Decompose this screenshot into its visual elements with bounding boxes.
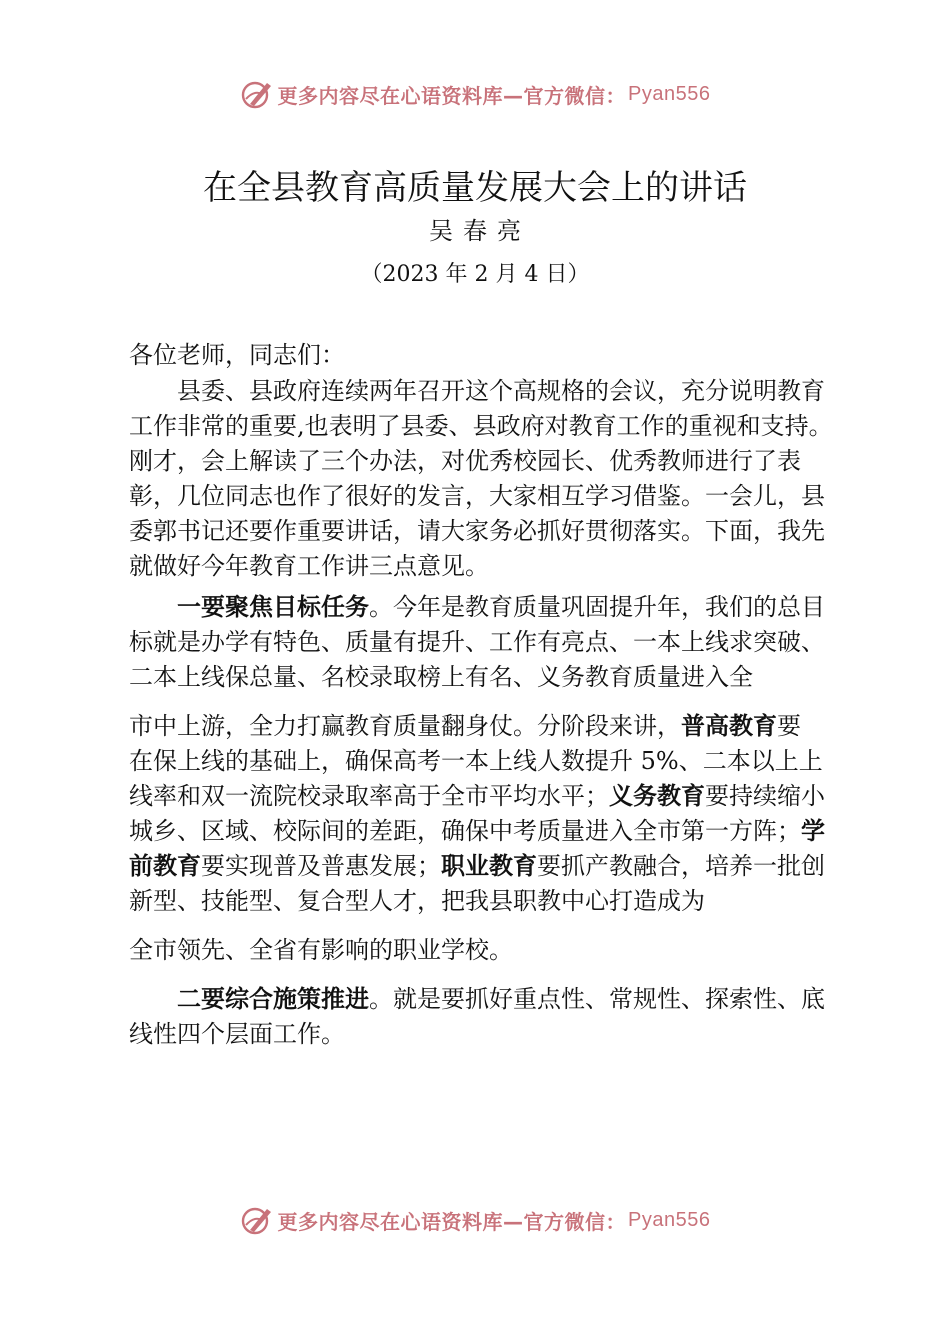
section1-line1: 。今年是教育质量巩固提升年，我们的总目标就是办学有特色、质量有提升、工作有亮点、一本上线求突破、二本上线保总量、名校录取榜上有名、义务教育质量进入全 xyxy=(129,593,825,691)
watermark-wechat-id: Pyan556 xyxy=(628,1208,711,1231)
watermark-wechat-id: Pyan556 xyxy=(628,82,711,105)
section1-line3-text-d: 要抓产教融合，培养一批创新型、技能型、复合型人才，把我县职教中心打造成为 xyxy=(129,852,825,915)
section1-line3-text-a: 在保上线的基础上，确保高考一本上线人数提升 5%、二本以上上线率和双一流院校录取率高于全市平均水平； xyxy=(129,747,823,810)
section2-text: 。就是要抓好重点性、常规性、探索性、底线性四个层面工作。 xyxy=(129,985,825,1048)
quill-pen-icon xyxy=(240,77,274,111)
watermark-text: 更多内容尽在心语资料库—官方微信： xyxy=(277,83,627,108)
keyword-vocational-education: 职业教育 xyxy=(441,852,537,880)
intro-paragraph: 县委、县政府连续两年召开这个高规格的会议，充分说明教育工作非常的重要,也表明了县委、县政府对教育工作的重视和支持。刚才，会上解读了三个办法，对优秀校园长、优秀教师进行了表彰，几位同志也作了很好的发言，大家相互学习借鉴。一会儿，县委郭书记还要作重要讲话，请大家务必抓好贯彻落实。下面，我先就做好今年教育工作讲三点意见。 xyxy=(129,377,833,580)
section1-line4: 全市领先、全省有影响的职业学校。 xyxy=(129,936,513,964)
keyword-compulsory-education: 义务教育 xyxy=(609,782,705,810)
section1-line3 xyxy=(129,744,843,919)
section1-line2 xyxy=(129,709,843,744)
section1-heading: 一要聚焦目标任务 xyxy=(177,593,369,621)
section2-heading: 二要综合施策推进 xyxy=(177,985,369,1013)
document-title: 在全县教育高质量发展大会上的讲话 xyxy=(203,168,747,208)
quill-pen-icon xyxy=(240,1203,274,1237)
section1-paragraph xyxy=(129,590,843,695)
salutation: 各位老师，同志们： xyxy=(129,341,345,369)
watermark-text: 更多内容尽在心语资料库—官方微信： xyxy=(277,1209,627,1234)
watermark-footer xyxy=(0,1200,950,1240)
document-body xyxy=(129,338,843,1052)
keyword-preschool-education: 学前教育 xyxy=(129,817,825,880)
section1-line2-text: 市中上游，全力打赢教育质量翻身仗。分阶段来讲， xyxy=(129,712,681,740)
section1-line3-text-b: 要持续缩小城乡、区域、校际间的差距，确保中考质量进入全市第一方阵； xyxy=(129,782,825,845)
section1-line2-end: 要 xyxy=(777,712,801,740)
watermark-header xyxy=(0,74,950,114)
document-author: 吴春亮 xyxy=(429,217,531,245)
document-date: （2023 年 2 月 4 日） xyxy=(360,262,590,287)
section2-paragraph xyxy=(129,982,843,1052)
section1-line3-text-c: 要实现普及普惠发展； xyxy=(201,852,441,880)
keyword-general-high-school: 普高教育 xyxy=(681,712,777,740)
